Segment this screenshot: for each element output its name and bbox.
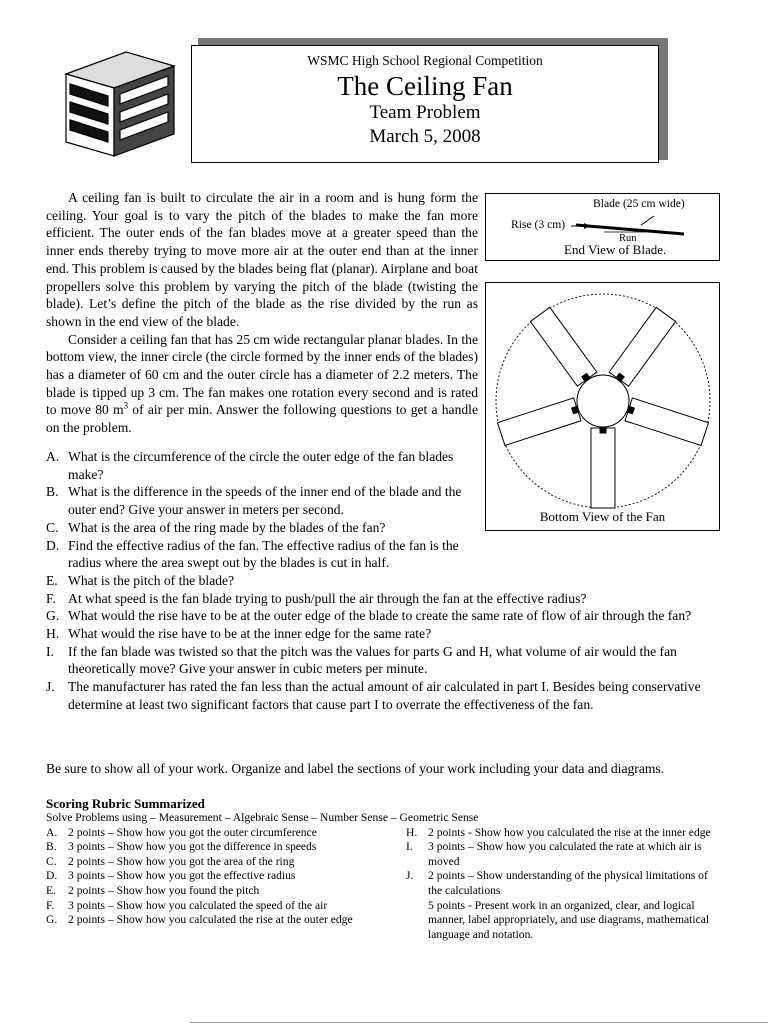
scoring-rubric <box>46 796 736 942</box>
question-item: B. What is the difference in the speeds of the inner end of the blade and the outer end? Give your answer in meters per second. <box>46 484 462 518</box>
rubric-item: F. 3 points – Show how you calculated the speed of the air <box>46 898 328 912</box>
rubric-item: E. 2 points – Show how you found the pitch <box>46 883 260 897</box>
rubric-item: B. 3 points – Show how you got the difference in speeds <box>46 840 317 854</box>
rise-label: Rise (3 cm) <box>511 218 566 231</box>
rubric-item: G. 2 points – Show how you calculated the rise at the outer edge <box>46 913 353 927</box>
wsmc-logo <box>56 44 182 166</box>
rubric-item: A. 2 points – Show how you got the outer circumference <box>46 825 317 839</box>
fan-blade <box>618 396 708 446</box>
question-list <box>46 448 736 714</box>
question-item: J. The manufacturer has rated the fan less than the actual amount of air calculated in part I. Besides being conservative determine at least two significant factors that cause part I to overrate the effectiveness of the fan. <box>46 679 701 712</box>
title-box <box>191 45 659 163</box>
rubric-item: H. 2 points - Show how you calculated the rise at the inner edge <box>406 825 711 839</box>
rubric-item: I. 3 points – Show how you calculated the rate at which air is moved <box>406 840 702 868</box>
intro-paragraph-1: A ceiling fan is built to circulate the air in a room and is hung form the ceiling. Your goal is to vary the pitch of the blades to make the fan more efficient. The outer ends of the fan blades move at a greater speed than the inner ends thereby trying to move more air at the outer end than at the inner end. This problem is caused by the blades being flat (planar). Airplane and boat propellers solve this problem by varying the pitch of the blade (twisting the blade). Let’s define the pitch of the blade as the rise divided by the run as shown in the end view of the blade. <box>46 190 478 329</box>
question-item: E. What is the pitch of the blade? <box>46 572 235 588</box>
rubric-item: 5 points - Present work in an organized, clear, and logical manner, label appropriately, and use diagrams, mathematical language and notation. <box>428 898 710 941</box>
rubric-left-column <box>46 826 406 943</box>
question-item: H. What would the rise have to be at the inner edge for the same rate? <box>46 626 432 642</box>
rubric-item: D. 3 points – Show how you got the effective radius <box>46 869 296 883</box>
competition-date: March 5, 2008 <box>369 126 481 147</box>
rubric-heading: Scoring Rubric Summarized <box>46 796 205 811</box>
blade-label: Blade (25 cm wide) <box>593 197 685 210</box>
competition-name: WSMC High School Regional Competition <box>307 53 543 68</box>
page-subtitle: Team Problem <box>369 102 481 123</box>
run-label: Run <box>619 233 637 244</box>
rubric-item: C. 2 points – Show how you got the area of the ring <box>46 854 295 868</box>
end-view-figure <box>485 193 720 261</box>
bottom-view-caption: Bottom View of the Fan <box>539 509 666 524</box>
question-item: C. What is the area of the ring made by the blades of the fan? <box>46 519 386 535</box>
question-item: G. What would the rise have to be at the outer edge of the blade to create the same rate of flow of air through the fan? <box>46 608 692 624</box>
page-title: The Ceiling Fan <box>337 71 513 101</box>
intro-text <box>46 189 478 437</box>
instructions: Be sure to show all of your work. Organize and label the sections of your work including your data and diagrams. <box>46 761 665 776</box>
intro-paragraph-2: Consider a ceiling fan that has 25 cm wide rectangular planar blades. In the bottom view, the inner circle (the circle formed by the inner ends of the blades) has a diameter of 60 cm and the outer circle has a diameter of 2.2 meters. The blade is tipped up 3 cm. The fan makes one rotation every second and is rated to move 80 $m^3$ of air per min. Answer the following questions to get a handle on the problem. <box>46 331 478 436</box>
rubric-subheading: Solve Problems using – Measurement – Algebraic Sense – Number Sense – Geometric Sense <box>46 811 479 824</box>
fan-blade <box>498 396 588 446</box>
footer-divider <box>190 1022 768 1023</box>
end-view-caption: End View of Blade. <box>564 242 667 257</box>
rubric-item: J. 2 points – Show understanding of the physical limitations of the calculations <box>406 869 708 897</box>
question-item: A. What is the circumference of the circle the outer edge of the fan blades make? <box>46 449 454 482</box>
rubric-right-column <box>406 826 724 943</box>
question-item: D. Find the effective radius of the fan. The effective radius of the fan is the radius where the area swept out by the blades is cut in half. <box>46 537 459 571</box>
question-item: I. If the fan blade was twisted so that the pitch was the values for parts G and H, what volume of air would the fan theoretically move? Give your answer in cubic meters per minute. <box>46 643 677 677</box>
question-item: F. At what speed is the fan blade trying to push/pull the air through the fan at the effective radius? <box>46 590 587 606</box>
